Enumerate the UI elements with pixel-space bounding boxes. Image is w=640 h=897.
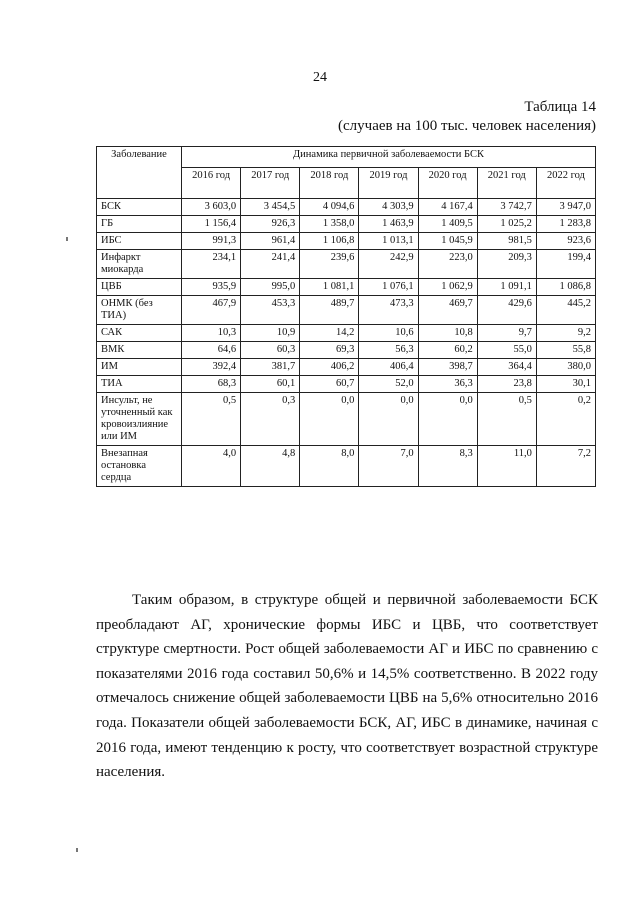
year-header: 2018 год <box>300 168 359 199</box>
value-cell: 209,3 <box>477 250 536 279</box>
value-cell: 1 283,8 <box>536 216 595 233</box>
value-cell: 1 463,9 <box>359 216 418 233</box>
year-header: 2020 год <box>418 168 477 199</box>
year-header: 2022 год <box>536 168 595 199</box>
value-cell: 10,9 <box>241 325 300 342</box>
incidence-table <box>96 146 596 487</box>
value-cell: 453,3 <box>241 296 300 325</box>
disease-name: ТИА <box>97 376 182 393</box>
value-cell: 8,3 <box>418 446 477 487</box>
value-cell: 60,3 <box>241 342 300 359</box>
value-cell: 52,0 <box>359 376 418 393</box>
disease-name: ОНМК (без ТИА) <box>97 296 182 325</box>
value-cell: 8,0 <box>300 446 359 487</box>
value-cell: 0,5 <box>182 393 241 446</box>
value-cell: 223,0 <box>418 250 477 279</box>
table-body <box>97 199 596 487</box>
value-cell: 60,2 <box>418 342 477 359</box>
value-cell: 0,3 <box>241 393 300 446</box>
value-cell: 473,3 <box>359 296 418 325</box>
year-header: 2019 год <box>359 168 418 199</box>
value-cell: 926,3 <box>241 216 300 233</box>
value-cell: 55,8 <box>536 342 595 359</box>
table-row <box>97 325 596 342</box>
value-cell: 30,1 <box>536 376 595 393</box>
value-cell: 0,0 <box>359 393 418 446</box>
group-header: Динамика первичной заболеваемости БСК <box>182 147 596 168</box>
value-cell: 69,3 <box>300 342 359 359</box>
value-cell: 0,2 <box>536 393 595 446</box>
disease-name: Внезапная остановка сердца <box>97 446 182 487</box>
disease-name: Инсульт, не уточненный как кровоизлияние или ИМ <box>97 393 182 446</box>
value-cell: 0,0 <box>418 393 477 446</box>
value-cell: 56,3 <box>359 342 418 359</box>
table-header-row <box>97 147 596 168</box>
value-cell: 11,0 <box>477 446 536 487</box>
value-cell: 3 603,0 <box>182 199 241 216</box>
value-cell: 241,4 <box>241 250 300 279</box>
value-cell: 60,1 <box>241 376 300 393</box>
table-row <box>97 279 596 296</box>
value-cell: 392,4 <box>182 359 241 376</box>
table-units: (случаев на 100 тыс. человек населения) <box>338 118 596 134</box>
value-cell: 64,6 <box>182 342 241 359</box>
value-cell: 3 947,0 <box>536 199 595 216</box>
value-cell: 406,4 <box>359 359 418 376</box>
year-header: 2017 год <box>241 168 300 199</box>
table-row <box>97 446 596 487</box>
disease-name: ГБ <box>97 216 182 233</box>
year-header: 2021 год <box>477 168 536 199</box>
value-cell: 1 106,8 <box>300 233 359 250</box>
value-cell: 469,7 <box>418 296 477 325</box>
value-cell: 398,7 <box>418 359 477 376</box>
value-cell: 995,0 <box>241 279 300 296</box>
value-cell: 23,8 <box>477 376 536 393</box>
value-cell: 199,4 <box>536 250 595 279</box>
scan-mark <box>66 237 68 241</box>
value-cell: 242,9 <box>359 250 418 279</box>
disease-name: ЦВБ <box>97 279 182 296</box>
value-cell: 4 167,4 <box>418 199 477 216</box>
value-cell: 923,6 <box>536 233 595 250</box>
value-cell: 1 062,9 <box>418 279 477 296</box>
value-cell: 380,0 <box>536 359 595 376</box>
value-cell: 234,1 <box>182 250 241 279</box>
value-cell: 1 025,2 <box>477 216 536 233</box>
value-cell: 429,6 <box>477 296 536 325</box>
value-cell: 489,7 <box>300 296 359 325</box>
value-cell: 36,3 <box>418 376 477 393</box>
disease-name: Инфаркт миокарда <box>97 250 182 279</box>
table-row <box>97 359 596 376</box>
value-cell: 10,6 <box>359 325 418 342</box>
table-row <box>97 233 596 250</box>
value-cell: 1 076,1 <box>359 279 418 296</box>
value-cell: 364,4 <box>477 359 536 376</box>
value-cell: 68,3 <box>182 376 241 393</box>
table-row <box>97 342 596 359</box>
table-row <box>97 296 596 325</box>
value-cell: 406,2 <box>300 359 359 376</box>
value-cell: 0,0 <box>300 393 359 446</box>
value-cell: 239,6 <box>300 250 359 279</box>
value-cell: 991,3 <box>182 233 241 250</box>
value-cell: 4 303,9 <box>359 199 418 216</box>
page-number: 24 <box>313 70 327 85</box>
value-cell: 3 454,5 <box>241 199 300 216</box>
value-cell: 935,9 <box>182 279 241 296</box>
disease-name: БСК <box>97 199 182 216</box>
value-cell: 1 091,1 <box>477 279 536 296</box>
value-cell: 467,9 <box>182 296 241 325</box>
value-cell: 10,3 <box>182 325 241 342</box>
table-row <box>97 393 596 446</box>
value-cell: 381,7 <box>241 359 300 376</box>
value-cell: 1 081,1 <box>300 279 359 296</box>
value-cell: 55,0 <box>477 342 536 359</box>
value-cell: 9,2 <box>536 325 595 342</box>
value-cell: 1 358,0 <box>300 216 359 233</box>
value-cell: 1 045,9 <box>418 233 477 250</box>
value-cell: 1 409,5 <box>418 216 477 233</box>
table-row <box>97 376 596 393</box>
value-cell: 4,0 <box>182 446 241 487</box>
value-cell: 10,8 <box>418 325 477 342</box>
value-cell: 4,8 <box>241 446 300 487</box>
table-label: Таблица 14 <box>524 99 596 115</box>
table-caption <box>338 98 596 136</box>
value-cell: 60,7 <box>300 376 359 393</box>
scan-mark <box>76 848 78 852</box>
disease-name: ИМ <box>97 359 182 376</box>
disease-name: ИБС <box>97 233 182 250</box>
table-row <box>97 250 596 279</box>
paragraph-text: Таким образом, в структуре общей и первичной заболеваемости БСК преобладают АГ, хронические формы ИБС и ЦВБ, что соответствует структуре смертности. Рост общей заболеваемости АГ и ИБС по сравнению с показателями 2016 года составил 50,6% и 14,5% соответственно. В 2022 году отмечалось снижение общей заболеваемости ЦВБ на 5,6% относительно 2016 года. Показатели общей заболеваемости БСК, АГ, ИБС в динамике, начиная с 2016 года, имеют тенденцию к росту, что соответствует возрастной структуре населения. <box>96 592 598 781</box>
value-cell: 7,0 <box>359 446 418 487</box>
value-cell: 9,7 <box>477 325 536 342</box>
corner-header: Заболевание <box>97 147 182 199</box>
body-paragraph <box>96 588 598 785</box>
value-cell: 961,4 <box>241 233 300 250</box>
table-row <box>97 216 596 233</box>
value-cell: 7,2 <box>536 446 595 487</box>
value-cell: 14,2 <box>300 325 359 342</box>
value-cell: 0,5 <box>477 393 536 446</box>
value-cell: 1 086,8 <box>536 279 595 296</box>
value-cell: 4 094,6 <box>300 199 359 216</box>
table-row <box>97 199 596 216</box>
value-cell: 445,2 <box>536 296 595 325</box>
value-cell: 981,5 <box>477 233 536 250</box>
disease-name: САК <box>97 325 182 342</box>
value-cell: 1 013,1 <box>359 233 418 250</box>
value-cell: 3 742,7 <box>477 199 536 216</box>
value-cell: 1 156,4 <box>182 216 241 233</box>
year-header: 2016 год <box>182 168 241 199</box>
disease-name: ВМК <box>97 342 182 359</box>
